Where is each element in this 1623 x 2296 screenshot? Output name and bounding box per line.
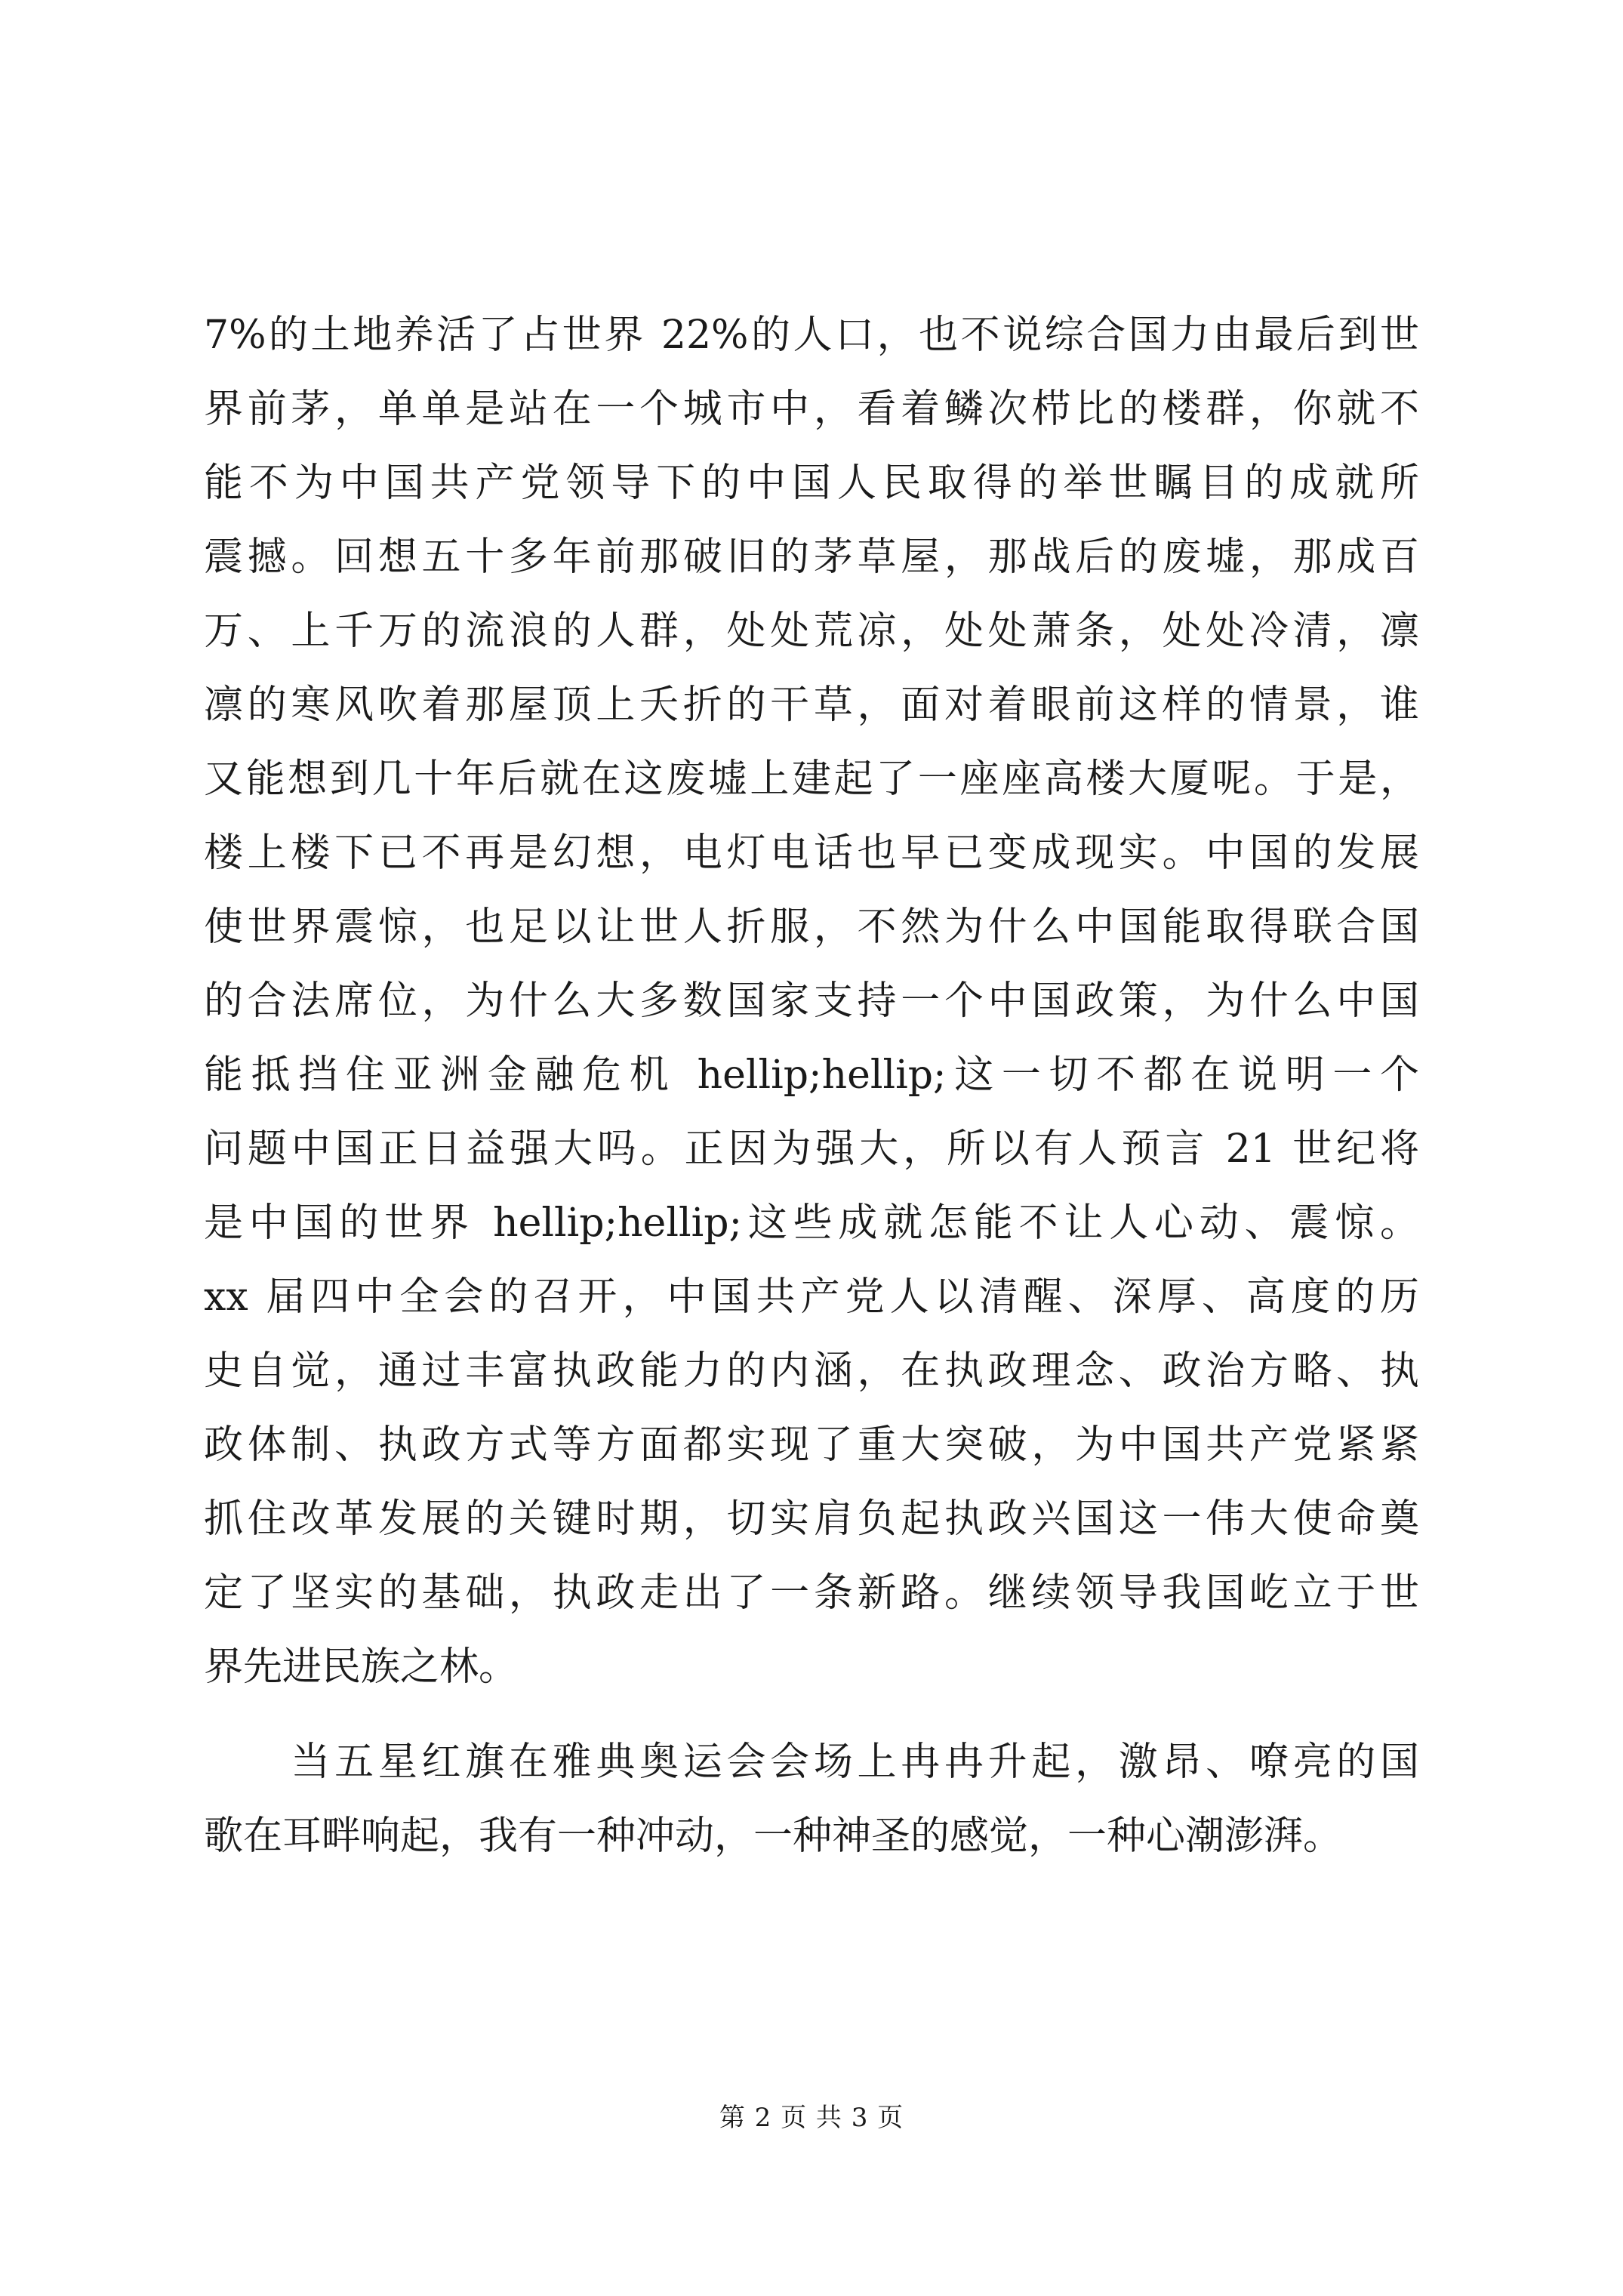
- text-line: 界先进民族之林。: [204, 1644, 519, 1690]
- paragraph-2: [204, 1725, 1419, 1873]
- text-line: 政体制、执政方式等方面都实现了重大突破，为中国共产党紧紧: [204, 1422, 1419, 1468]
- text-line: 能抵挡住亚洲金融危机 hellip;hellip;这一切不都在说明一个: [204, 1052, 1419, 1098]
- text-line: 使世界震惊，也足以让世人折服，不然为什么中国能取得联合国: [204, 905, 1419, 950]
- page-number-footer: 第 2 页 共 3 页: [719, 2103, 904, 2133]
- paragraph-1: [204, 298, 1419, 1704]
- text-line: 能不为中国共产党领导下的中国人民取得的举世瞩目的成就所: [204, 461, 1419, 506]
- text-line: 万、上千万的流浪的人群，处处荒凉，处处萧条，处处冷清，凛: [204, 609, 1419, 654]
- text-line: xx 届四中全会的召开，中国共产党人以清醒、深厚、高度的历: [204, 1274, 1419, 1320]
- text-line: 问题中国正日益强大吗。正因为强大，所以有人预言 21 世纪将: [204, 1126, 1419, 1172]
- text-line: 定了坚实的基础，执政走出了一条新路。继续领导我国屹立于世: [204, 1570, 1419, 1616]
- text-line: 是中国的世界 hellip;hellip;这些成就怎能不让人心动、震惊。: [204, 1200, 1419, 1246]
- text-line: 歌在耳畔响起，我有一种冲动，一种神圣的感觉，一种心潮澎湃。: [204, 1814, 1343, 1859]
- text-line: 楼上楼下已不再是幻想，电灯电话也早已变成现实。中国的发展: [204, 831, 1419, 876]
- paragraph-gap: [204, 1704, 1419, 1725]
- text-line: 7%的土地养活了占世界 22%的人口，也不说综合国力由最后到世: [204, 313, 1419, 358]
- text-line: 凛的寒风吹着那屋顶上夭折的干草，面对着眼前这样的情景，谁: [204, 683, 1419, 728]
- text-line: 的合法席位，为什么大多数国家支持一个中国政策，为什么中国: [204, 978, 1419, 1024]
- text-line: 震撼。回想五十多年前那破旧的茅草屋，那战后的废墟，那成百: [204, 535, 1419, 580]
- text-line: 又能想到几十年后就在这废墟上建起了一座座高楼大厦呢。于是，: [204, 757, 1419, 802]
- text-line: 当五星红旗在雅典奥运会会场上冉冉升起，激昂、嘹亮的国: [204, 1740, 1419, 1785]
- body-text: [204, 298, 1419, 1873]
- text-line: 界前茅，单单是站在一个城市中，看着鳞次栉比的楼群，你就不: [204, 387, 1419, 432]
- text-line: 史自觉，通过丰富执政能力的内涵，在执政理念、政治方略、执: [204, 1348, 1419, 1394]
- text-line: 抓住改革发展的关键时期，切实肩负起执政兴国这一伟大使命奠: [204, 1496, 1419, 1542]
